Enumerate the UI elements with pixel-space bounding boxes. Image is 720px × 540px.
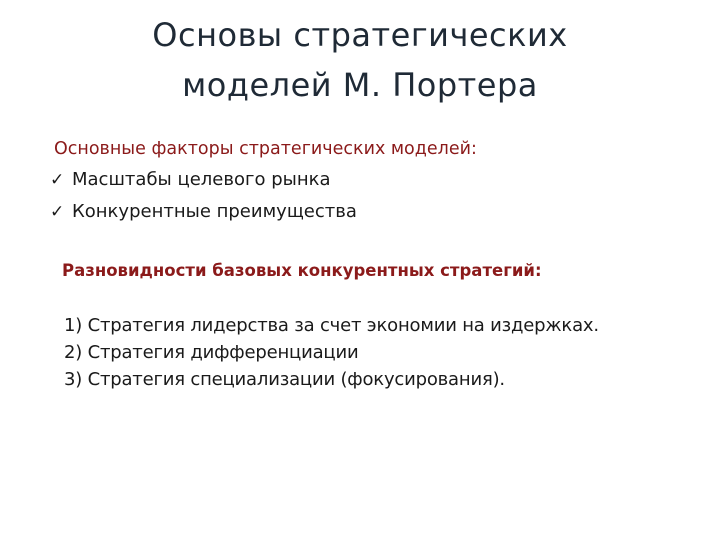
factors-heading: Основные факторы стратегических моделей: [54, 139, 477, 159]
slide-title [0, 10, 720, 110]
factor-label: Масштабы целевого рынка [72, 169, 331, 190]
factor-label: Конкурентные преимущества [72, 201, 357, 222]
slide-title-line-2: моделей М. Портера [182, 66, 538, 104]
strategies-heading-section [0, 258, 720, 284]
strategies-heading: Разновидности базовых конкурентных стратегий: [62, 261, 542, 280]
list-item [50, 196, 720, 228]
list-item [50, 164, 720, 196]
checkmark-icon: ✓ [50, 202, 65, 222]
factors-list [0, 164, 720, 228]
strategies-section [0, 312, 720, 393]
list-item: 1) Стратегия лидерства за счет экономии на издержках. [64, 315, 599, 336]
slide-title-line-1: Основы стратегических [152, 16, 568, 54]
checkmark-icon: ✓ [50, 170, 65, 190]
strategies-list [0, 312, 720, 393]
list-item: 2) Стратегия дифференциации [64, 342, 359, 363]
factors-section [0, 136, 720, 228]
list-item: 3) Стратегия специализации (фокусирования). [64, 369, 505, 390]
